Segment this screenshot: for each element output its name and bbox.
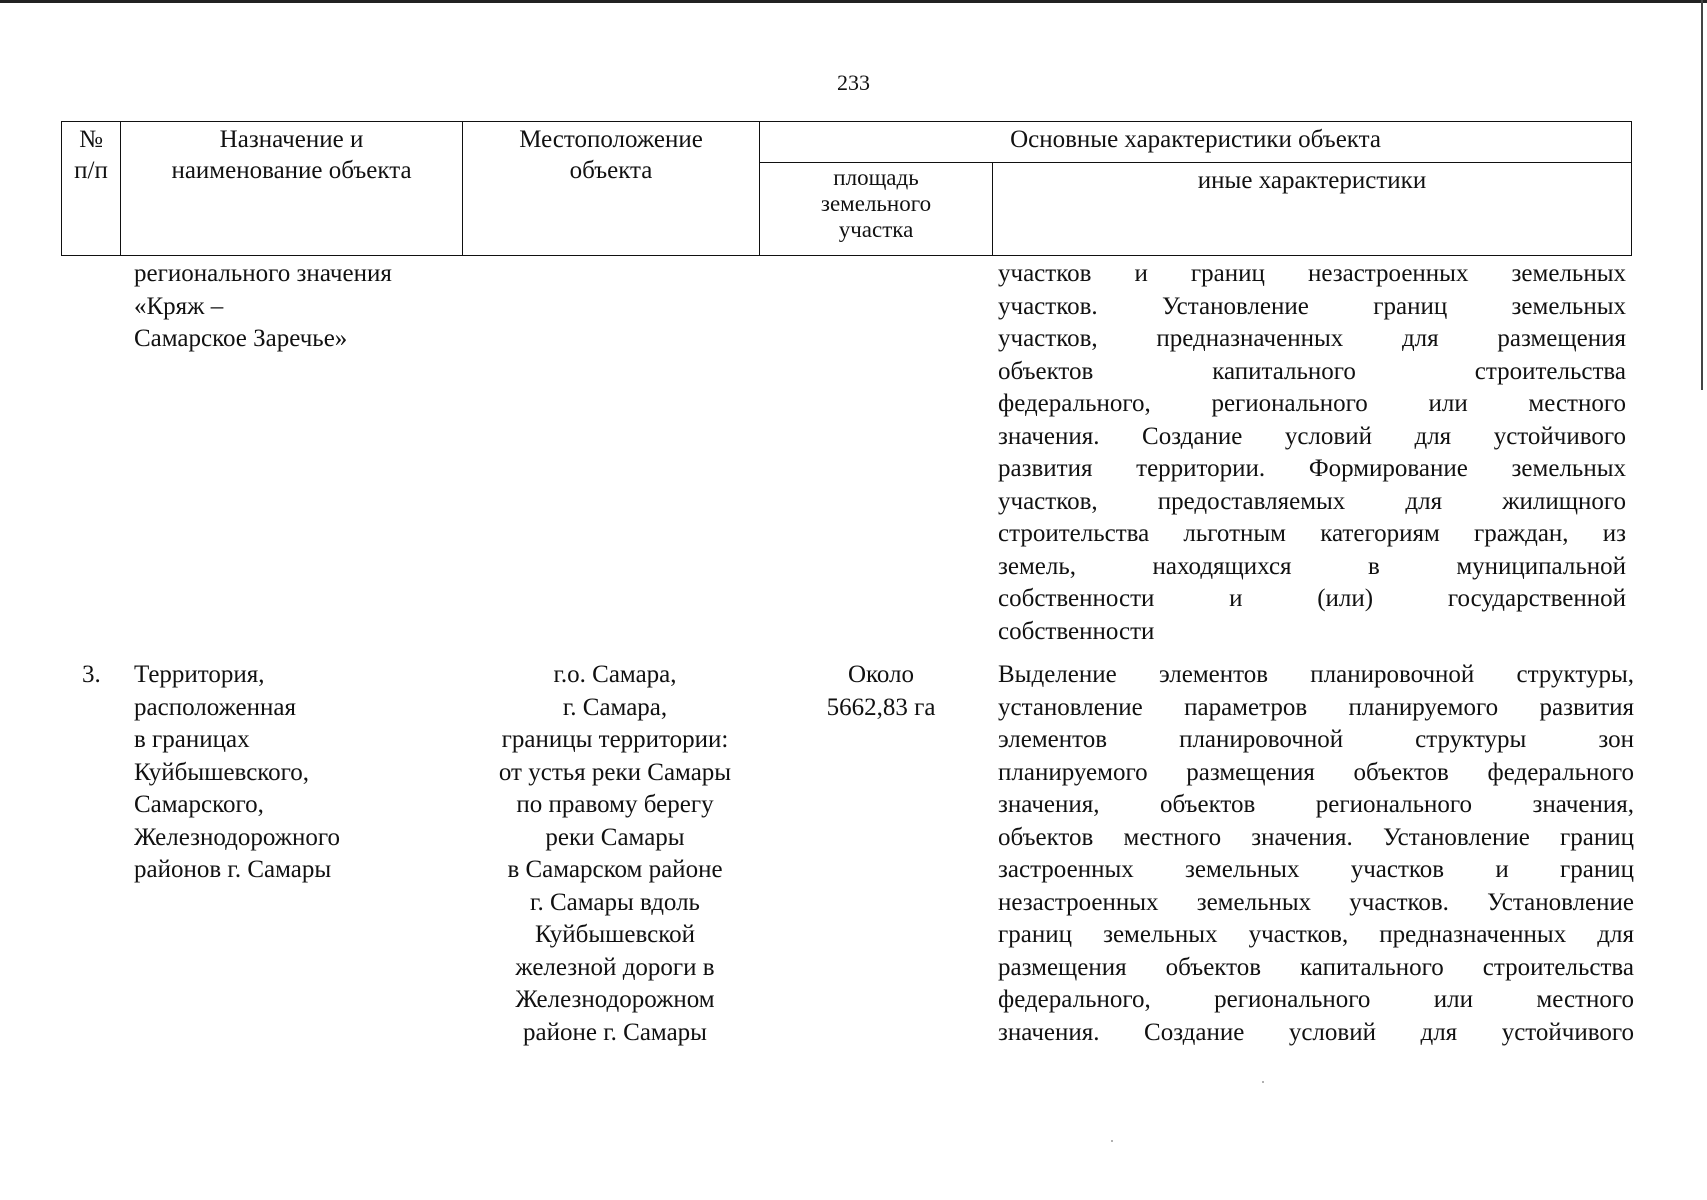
continued-other-line: объектов капитального строительства <box>998 357 1626 385</box>
continued-other-line: собственности <box>998 617 1155 645</box>
row-area <box>770 659 992 724</box>
continued-other-line: значения. Создание условий для устойчивого <box>998 422 1626 450</box>
continued-other-line: участков. Установление границ земельных <box>998 292 1626 320</box>
header-area-line: участка <box>838 217 914 242</box>
scan-speck <box>1262 1081 1264 1083</box>
continued-other-line: участков, предоставляемых для жилищного <box>998 487 1626 515</box>
row-other-line: значения. Создание условий для устойчивого <box>998 1018 1634 1046</box>
row-location-line: районе г. Самары <box>523 1018 707 1046</box>
continued-other-line: строительства льготным категориям граждан, из <box>998 520 1626 547</box>
continued-other-line: участков и границ незастроенных земельных <box>998 260 1626 287</box>
row-location-line: реки Самары <box>545 823 685 851</box>
row-name-line: Самарского, <box>134 791 264 818</box>
row-other-line: федерального, регионального или местного <box>998 986 1634 1013</box>
header-number <box>62 122 121 256</box>
row-name-line: Территория, <box>134 661 265 688</box>
row-location <box>470 659 760 1049</box>
continued-name-line: «Кряж – <box>134 292 224 320</box>
header-area-line: площадь <box>833 165 919 190</box>
continued-other-line: земель, находящихся в муниципальной <box>998 552 1626 580</box>
continued-other-line: собственности и (или) государственной <box>998 585 1626 612</box>
row-name-line: районов г. Самары <box>134 856 332 883</box>
continued-name-line: регионального значения <box>134 260 392 287</box>
row-other-line: значения, объектов регионального значения, <box>998 791 1634 818</box>
row-other-line: незастроенных земельных участков. Установление <box>998 888 1634 916</box>
row-other-line: установление параметров планируемого развития <box>998 693 1634 721</box>
header-location-line: объекта <box>569 157 653 184</box>
row-other-line: Выделение элементов планировочной структуры, <box>998 661 1634 688</box>
row-location-line: железной дороги в <box>515 953 715 981</box>
row-location-line: г. Самары вдоль <box>530 888 700 916</box>
row-name-line: Железнодорожного <box>134 823 341 851</box>
row-other-line: границ земельных участков, предназначенных для <box>998 921 1634 948</box>
header-area-line: земельного <box>820 191 932 216</box>
row-name-line: в границах <box>134 726 250 753</box>
header-name-line: Назначение и <box>219 126 364 153</box>
row-location-line: границы территории: <box>501 726 729 753</box>
row-number: 3. <box>82 661 101 688</box>
row-other-line: застроенных земельных участков и границ <box>998 856 1634 883</box>
row-other-line: планируемого размещения объектов федерального <box>998 758 1634 786</box>
table-header <box>61 121 1632 256</box>
scan-speck <box>1111 1140 1113 1142</box>
row-other-line: объектов местного значения. Установление границ <box>998 823 1634 851</box>
row-other-characteristics <box>998 659 1634 1049</box>
row-other-line: элементов планировочной структуры зон <box>998 726 1634 753</box>
header-area <box>760 163 993 256</box>
row-location-line: от устья реки Самары <box>498 758 732 786</box>
header-number-line: № <box>79 126 103 153</box>
row-location-line: в Самарском районе <box>507 856 723 883</box>
continued-other-line: развития территории. Формирование земельных <box>998 455 1626 482</box>
row-name <box>134 659 464 887</box>
header-number-line: п/п <box>74 157 108 184</box>
row-other-line: размещения объектов капитального строительства <box>998 953 1634 981</box>
continued-other-line: участков, предназначенных для размещения <box>998 325 1626 352</box>
continued-other-line: федерального, регионального или местного <box>998 390 1626 417</box>
row-name-line: расположенная <box>134 693 296 721</box>
row-location-line: г. Самара, <box>562 693 668 721</box>
row-name-line: Куйбышевского, <box>134 758 310 786</box>
continued-row-other-characteristics <box>998 258 1626 648</box>
row-location-line: по правому берегу <box>516 791 714 818</box>
continued-name-line: Самарское Заречье» <box>134 325 348 352</box>
scan-right-edge <box>1701 0 1703 390</box>
page-number: 233 <box>837 70 870 95</box>
header-name-line: наименование объекта <box>171 157 412 184</box>
header-name <box>121 122 463 256</box>
continued-row-name <box>134 258 464 356</box>
row-area-line: Около <box>847 661 915 688</box>
header-other: иные характеристики <box>993 163 1632 256</box>
scan-top-edge <box>0 0 1707 5</box>
row-area-line: 5662,83 га <box>826 693 936 721</box>
header-location-line: Местоположение <box>519 126 703 153</box>
row-location-line: г.о. Самара, <box>553 661 677 688</box>
header-location <box>463 122 760 256</box>
row-location-line: Куйбышевской <box>534 921 696 948</box>
header-main-characteristics: Основные характеристики объекта <box>760 122 1632 163</box>
row-location-line: Железнодорожном <box>515 986 715 1013</box>
